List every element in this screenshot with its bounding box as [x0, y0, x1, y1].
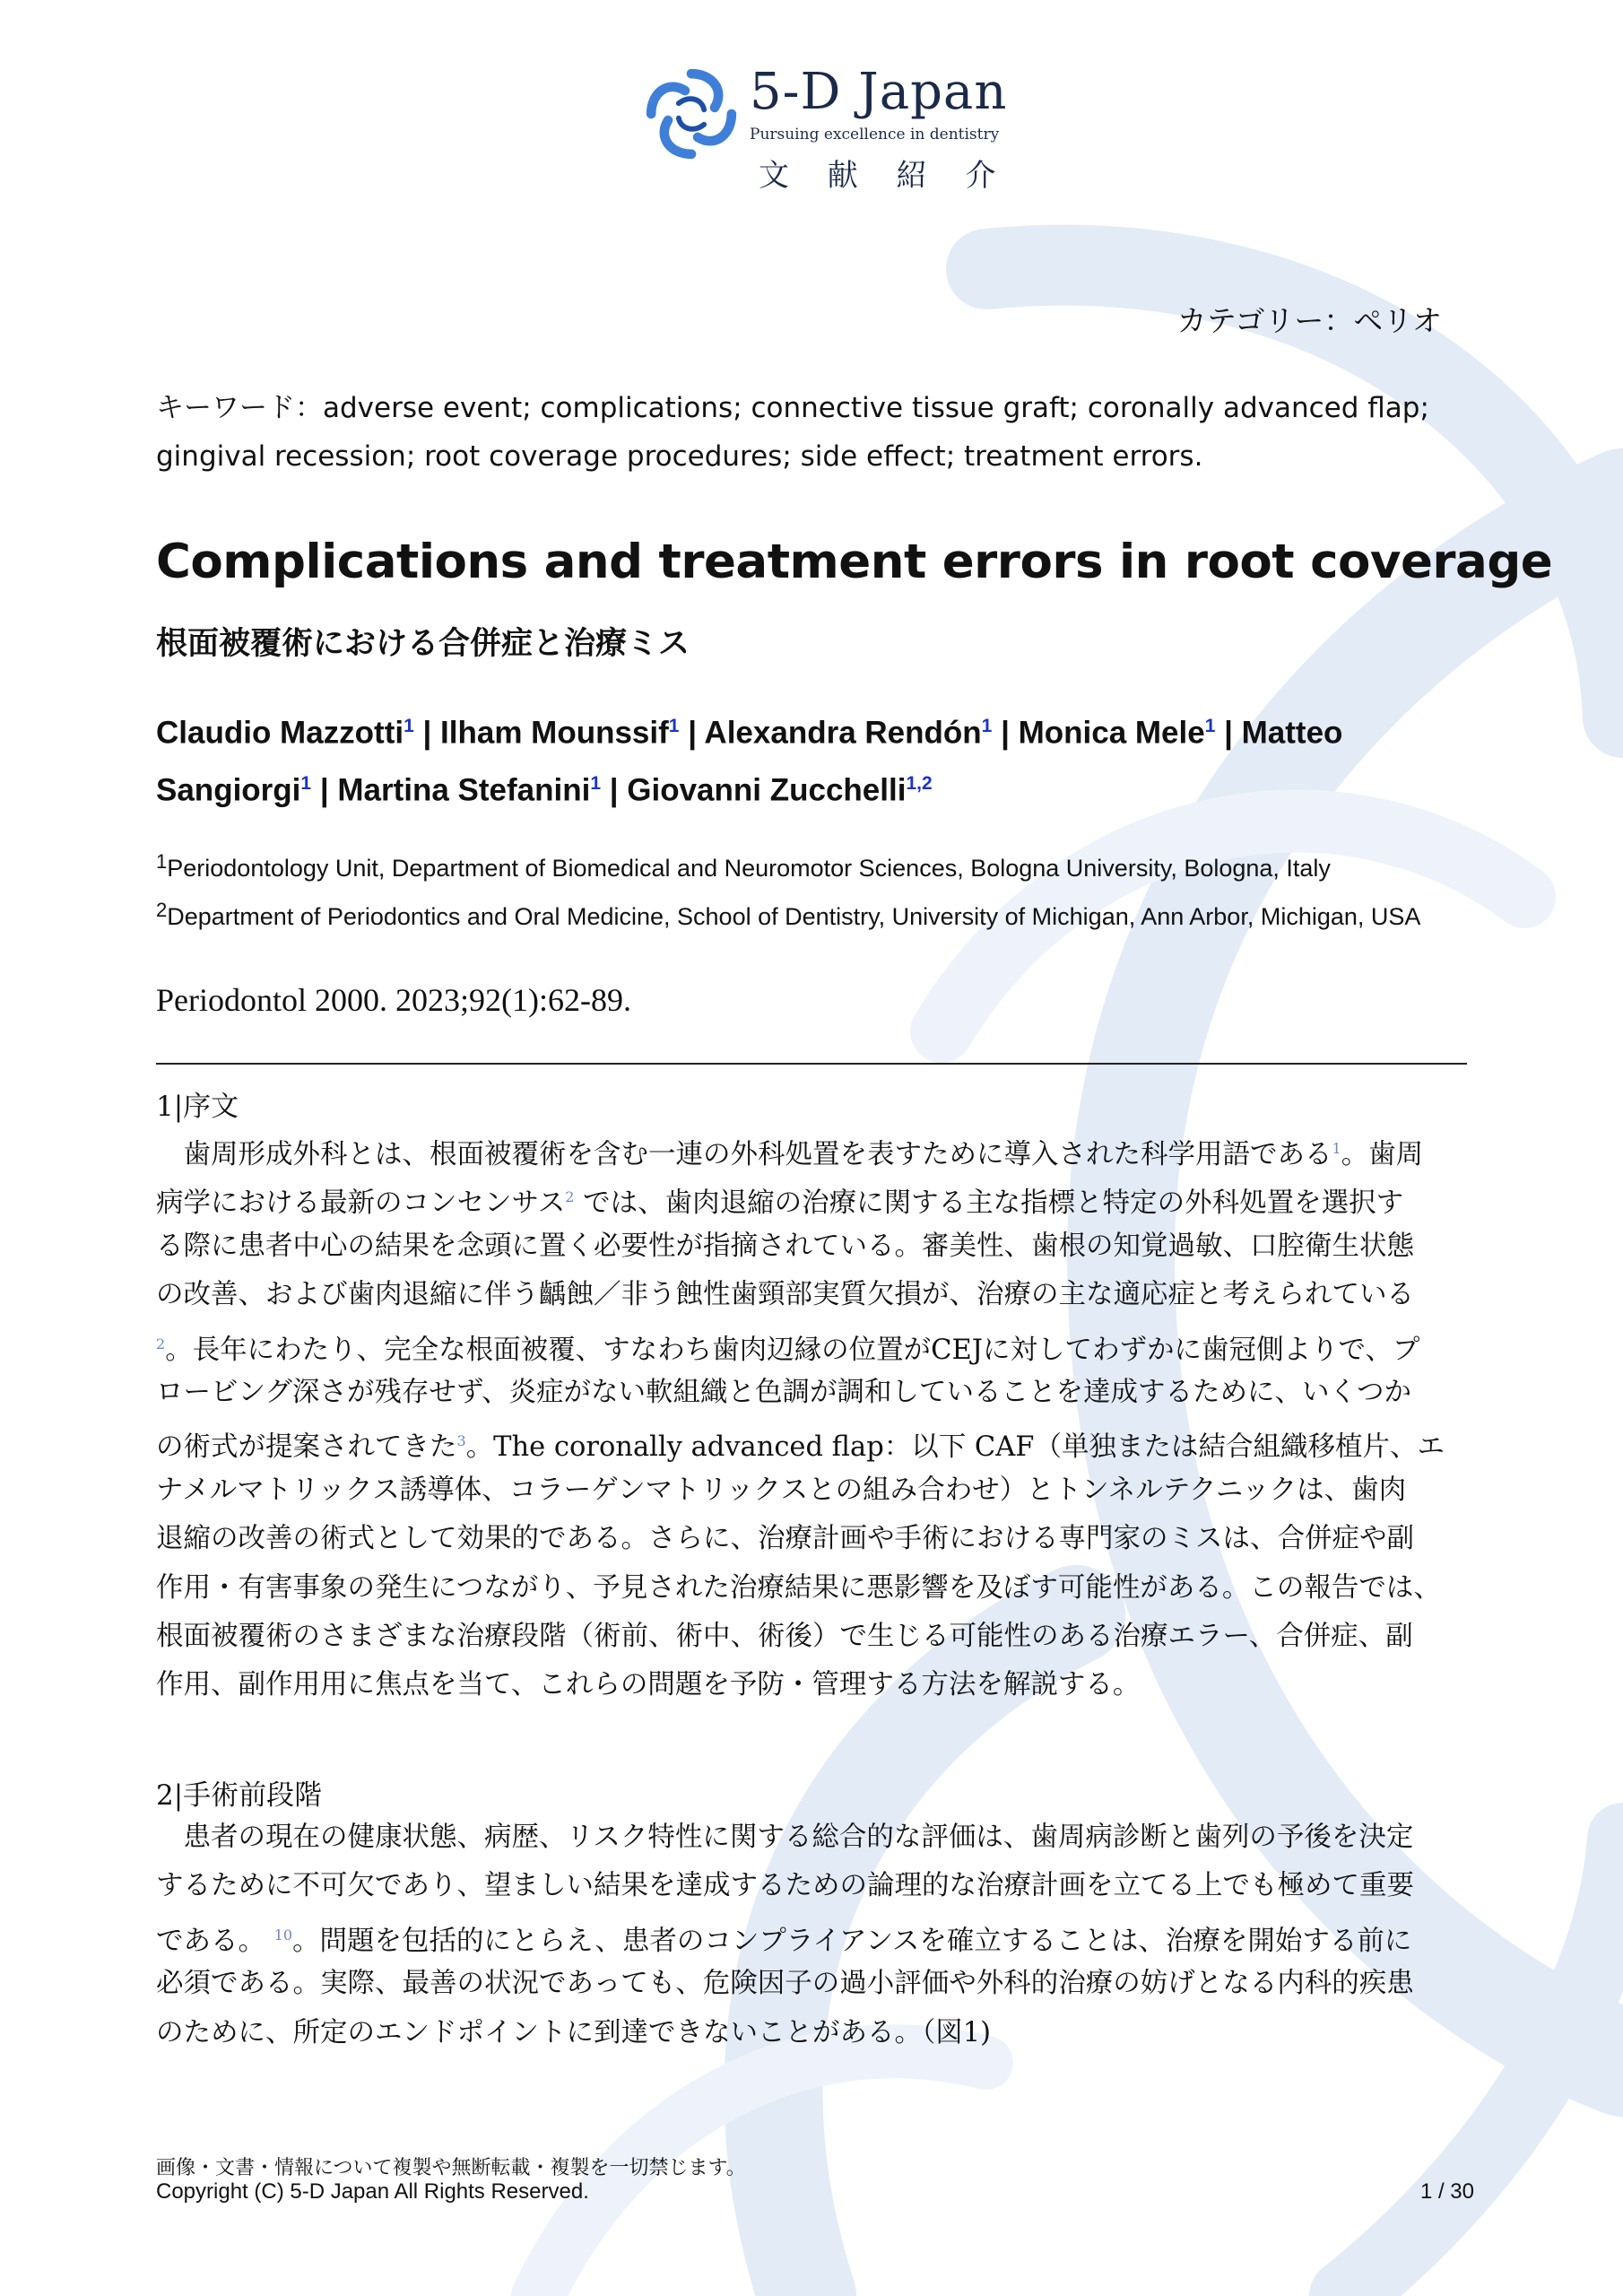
author-name: Matteo Sangiorgi: [156, 715, 1343, 808]
author-affiliation-ref: 1: [300, 772, 312, 794]
divider: [156, 1063, 1467, 1065]
article-title: Complications and treatment errors in root coverage: [156, 535, 1553, 589]
author-affiliation-ref: 1: [1204, 716, 1216, 736]
affiliation-number: 1: [156, 850, 168, 873]
text-line: の術式が提案されてきた$^3$。The coronally advanced flap：以下 CAF（単独または結合組織移植片、エ: [156, 1431, 1445, 1464]
author-name: Giovanni Zucchelli: [627, 772, 907, 808]
author-affiliation-ref: 1: [981, 716, 993, 736]
text-line: 根面被覆術のさまざまな治療段階（術前、術中、術後）で生じる可能性のある治療エラー、合併症、副: [156, 1620, 1413, 1652]
text-line: のために、所定のエンドポイントに到達できないことがある。（図1): [156, 2016, 992, 2048]
text-line: 必須である。実際、最善の状況であっても、危険因子の過小評価や外科的治療の妨げとなる内科的疾患: [156, 1968, 1414, 2000]
reference-link[interactable]: 2: [156, 1335, 166, 1352]
author-name: Alexandra Rendón: [704, 715, 982, 751]
text-line: ナメルマトリックス誘導体、コラーゲンマトリックスとの組み合わせ）とトンネルテクニックは、歯肉: [156, 1474, 1407, 1506]
keywords-text: adverse event; complications; connective tissue graft; coronally advanced flap; gingival recession; root coverage procedures; side effect; treatment errors.: [156, 392, 1429, 473]
section-body-preop: [156, 1813, 1474, 2057]
text-line: するために不可欠であり、望ましい結果を達成するための論理的な治療計画を立てる上でも極めて重要: [156, 1870, 1414, 1902]
text-line: の改善、および歯肉退縮に伴う齲蝕／非う蝕性歯頸部実質欠損が、治療の主な適応症と考えられている: [156, 1279, 1414, 1311]
section-body-intro: [156, 1125, 1474, 1710]
brand-tagline: Pursuing excellence in dentistry: [750, 126, 1000, 144]
text-line: 病学における最新のコンセンサス$^2$ では、歯肉退縮の治療に関する主な指標と特定の外科処置を選択す: [156, 1187, 1404, 1220]
author-list: Claudio Mazzotti$^1$ | Ilham Mounssif$^1$ | Alexandra Rendón$^1$ | Monica Mele$^1$ | Matteo Sangiorgi$^1$ | Martina Stefanini$^1$ | Giovanni Zucchelli$^{1,2}$: [156, 715, 1343, 808]
author-name: Ilham Mounssif: [440, 715, 669, 751]
footer-copyright: Copyright (C) 5-D Japan All Rights Reserved.: [156, 2179, 589, 2204]
author-name: Martina Stefanini: [337, 772, 591, 808]
affiliation-1: [156, 850, 1331, 883]
text-line: 退縮の改善の術式として効果的である。さらに、治療計画や手術における専門家のミスは、合併症や副: [156, 1523, 1414, 1555]
author-name: Monica Mele: [1018, 715, 1205, 751]
reference-link[interactable]: 10: [273, 1926, 293, 1944]
category-label: カテゴリー：ペリオ: [1176, 303, 1442, 338]
author-affiliation-ref: 1: [668, 716, 680, 736]
section-heading-intro: 1|序文: [156, 1091, 239, 1123]
keywords-label: キーワード：: [156, 392, 323, 424]
swirl-logo-icon: [638, 61, 744, 167]
author-affiliation-ref: 1,2: [906, 772, 933, 794]
affiliation-2: [156, 899, 1420, 931]
affiliation-number: 2: [156, 899, 168, 921]
reference-link[interactable]: 1: [1332, 1140, 1341, 1157]
reference-link[interactable]: 2: [565, 1188, 575, 1206]
keywords: [156, 384, 1474, 481]
text-line: 作用、副作用用に焦点を当て、これらの問題を予防・管理する方法を解説する。: [156, 1669, 1141, 1701]
brand-subtitle: 文 献 紹 介: [759, 158, 1011, 194]
text-line: る際に患者中心の結果を念頭に置く必要性が指摘されている。審美性、歯根の知覚過敏、口腔衛生状態: [156, 1230, 1414, 1262]
brand-name: 5-D Japan: [750, 63, 1008, 121]
affiliation-text: Periodontology Unit, Department of Biomedical and Neuromotor Sciences, Bologna University, Bologna, Italy: [167, 855, 1331, 882]
text-line: である。 $^{10}$。問題を包括的にとらえ、患者のコンプライアンスを確立することは、治療を開始する前に: [156, 1925, 1412, 1957]
citation: Periodontol 2000. 2023;92(1):62-89.: [156, 982, 631, 1018]
section-heading-preop: 2|手術前段階: [156, 1779, 323, 1812]
footer-notice: 画像・文書・情報について複製や無断転載・複製を一切禁じます。: [156, 2157, 746, 2179]
page-number: 1 / 30: [1419, 2179, 1474, 2204]
text-line: 作用・有害事象の発生につながり、予見された治療結果に悪影響を及ぼす可能性がある。この報告では、: [156, 1571, 1441, 1604]
article-subtitle-jp: 根面被覆術における合併症と治療ミス: [156, 626, 690, 662]
author-affiliation-ref: 1: [590, 772, 602, 794]
text-line: $^2$。長年にわたり、完全な根面被覆、すなわち歯肉辺縁の位置がCEJに対してわずかに歯冠側よりで、プ: [156, 1334, 1420, 1366]
affiliation-text: Department of Periodontics and Oral Medicine, School of Dentistry, University of Michigan, Ann Arbor, Michigan, USA: [167, 903, 1421, 930]
author-name: Claudio Mazzotti: [156, 715, 404, 751]
text-line: 患者の現在の健康状態、病歴、リスク特性に関する総合的な評価は、歯周病診断と歯列の予後を決定: [156, 1822, 1414, 1853]
author-affiliation-ref: 1: [404, 716, 414, 736]
reference-link[interactable]: 3: [456, 1432, 466, 1450]
text-line: ロービング深さが残存せず、炎症がない軟組織と色調が調和していることを達成するために、いくつか: [156, 1376, 1411, 1408]
text-line: 歯周形成外科とは、根面被覆術を含む一連の外科処置を表すために導入された科学用語である$^1$。歯周: [156, 1139, 1424, 1171]
